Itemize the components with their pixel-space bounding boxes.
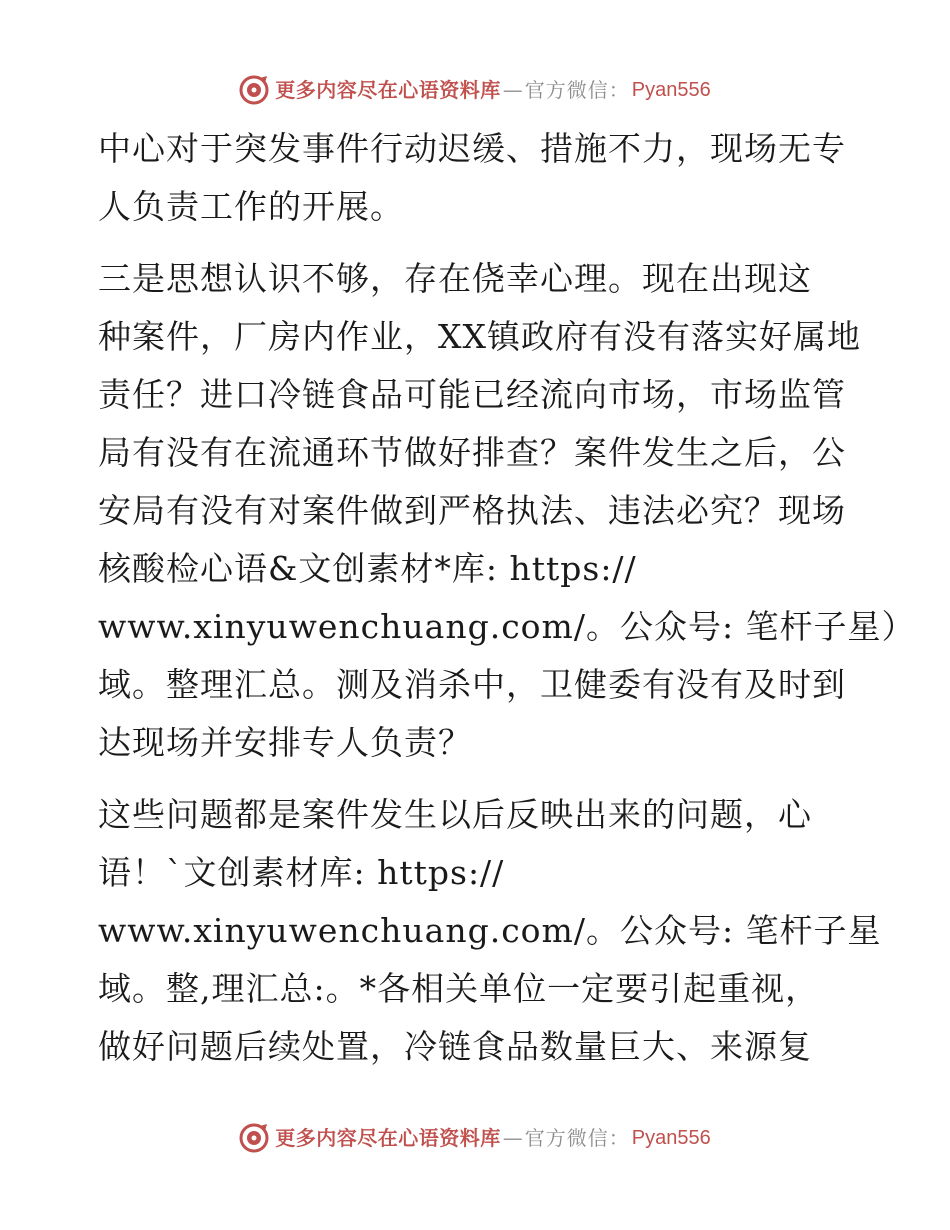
- watermark-main-text: 更多内容尽在心语资料库: [275, 1126, 501, 1150]
- document-body: [98, 120, 916, 1076]
- text-line: 域。整理汇总。测及消杀中，卫健委有没有及时到: [98, 665, 846, 704]
- watermark-account: Pyan556: [631, 79, 711, 101]
- footer-watermark: [0, 1118, 950, 1158]
- text-line: www.xinyuwenchuang.com/。公众号: 笔杆子星）: [98, 607, 916, 646]
- text-line: 责任？进口冷链食品可能已经流向市场，市场监管: [98, 375, 846, 414]
- watermark-label: 官方微信：: [524, 1126, 630, 1150]
- watermark-dash: —: [502, 78, 523, 102]
- logo-icon: [239, 1123, 269, 1153]
- text-line: 语！`文创素材库: https://: [98, 853, 505, 892]
- logo-icon: [239, 75, 269, 105]
- text-line: 局有没有在流通环节做好排查？案件发生之后，公: [98, 433, 846, 472]
- text-line: 域。整,理汇总:。*各相关单位一定要引起重视，: [98, 969, 820, 1008]
- text-line: 中心对于突发事件行动迟缓、措施不力，现场无专: [98, 129, 846, 168]
- header-watermark: [0, 70, 950, 110]
- watermark-account: Pyan556: [631, 1127, 711, 1149]
- text-line: 种案件，厂房内作业，XX镇政府有没有落实好属地: [98, 317, 861, 356]
- text-line: 做好问题后续处置，冷链食品数量巨大、来源复: [98, 1027, 812, 1066]
- text-line: www.xinyuwenchuang.com/。公众号: 笔杆子星: [98, 911, 882, 950]
- text-line: 安局有没有对案件做到严格执法、违法必究？现场: [98, 491, 846, 530]
- watermark-text: [275, 1128, 710, 1148]
- text-line: 人负责工作的开展。: [98, 187, 404, 226]
- text-line: 核酸检心语&文创素材*库: https://: [98, 549, 637, 588]
- watermark-label: 官方微信：: [524, 78, 630, 102]
- text-line: 三是思想认识不够，存在侥幸心理。现在出现这: [98, 259, 812, 298]
- watermark-text: [275, 80, 710, 100]
- text-line: 达现场并安排专人负责？: [98, 723, 472, 762]
- text-line: 这些问题都是案件发生以后反映出来的问题，心: [98, 795, 812, 834]
- watermark-dash: —: [502, 1126, 523, 1150]
- paragraph: [98, 250, 916, 772]
- watermark-main-text: 更多内容尽在心语资料库: [275, 78, 501, 102]
- paragraph: [98, 120, 858, 236]
- paragraph: [98, 786, 882, 1076]
